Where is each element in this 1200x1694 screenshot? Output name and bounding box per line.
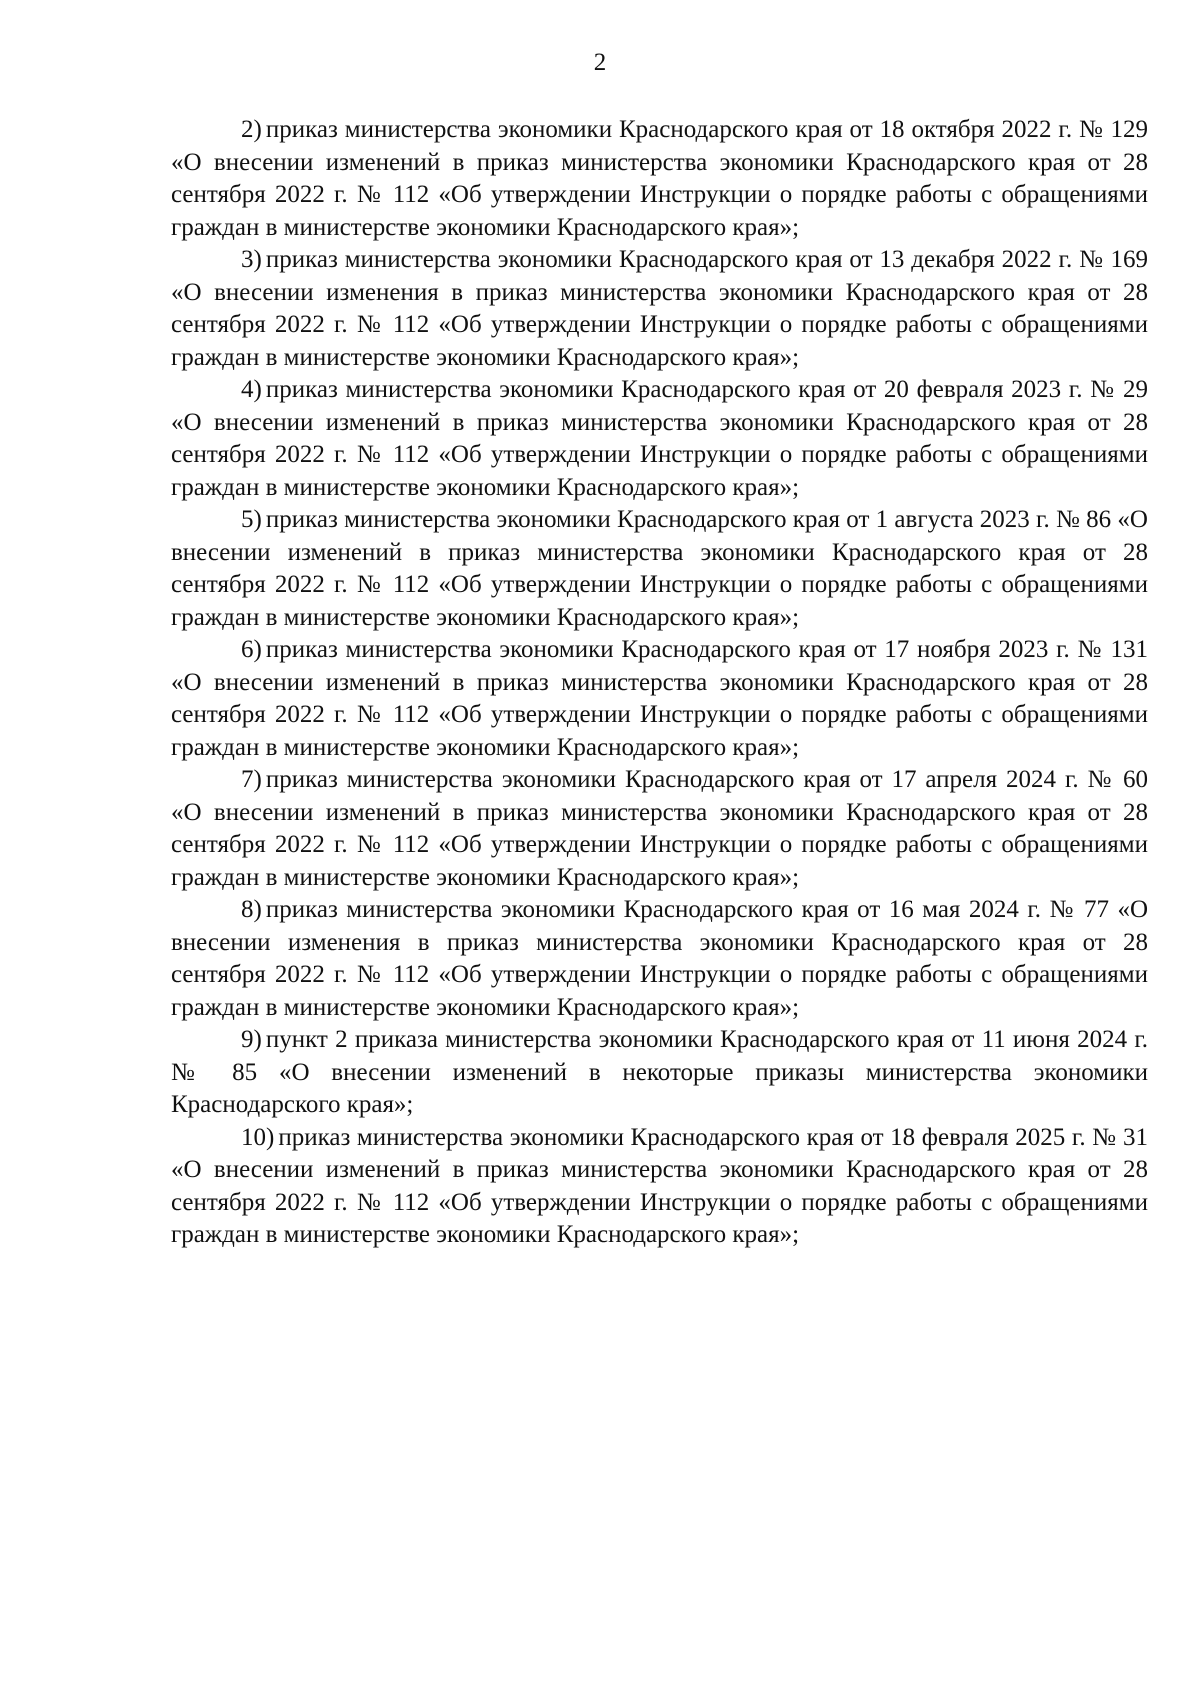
item-number: 2): [241, 116, 262, 143]
list-item: [171, 504, 1148, 634]
item-number: 4): [241, 376, 262, 403]
list-item: [171, 114, 1148, 244]
item-number: 5): [241, 506, 262, 533]
list-item: [171, 894, 1148, 1024]
list-item: [171, 1122, 1148, 1252]
item-text: приказ министерства экономики Краснодарского края от 1 августа 2023 г. № 86 «О внесении изменений в приказ министерства экономики Краснодарского края от 28 сентября 2022 г. № 112 «Об утверждении Инструкции о порядке работы с обращениями граждан в министерстве экономики Краснодарского края»;: [171, 506, 1148, 631]
list-item: [171, 1024, 1148, 1122]
item-number: 10): [241, 1123, 275, 1151]
item-text: приказ министерства экономики Краснодарского края от 13 декабря 2022 г. № 169 «О внесении изменения в приказ министерства экономики Краснодарского края от 28 сентября 2022 г. № 112 «Об утверждении Инструкции о порядке работы с обращениями граждан в министерстве экономики Краснодарского края»;: [171, 246, 1148, 371]
page-number: 2: [593, 49, 607, 76]
document-body: [171, 114, 1148, 1252]
item-number: 3): [241, 246, 262, 273]
list-item: [171, 374, 1148, 504]
item-text: пункт 2 приказа министерства экономики Краснодарского края от 11 июня 2024 г. № 85 «О внесении изменений в некоторые приказы министерства экономики Краснодарского края»;: [171, 1026, 1148, 1118]
list-item: [171, 764, 1148, 894]
item-number: 9): [241, 1026, 262, 1053]
item-text: приказ министерства экономики Краснодарского края от 18 октября 2022 г. № 129 «О внесении изменений в приказ министерства экономики Краснодарского края от 28 сентября 2022 г. № 112 «Об утверждении Инструкции о порядке работы с обращениями граждан в министерстве экономики Краснодарского края»;: [171, 116, 1148, 241]
item-number: 7): [241, 766, 262, 793]
item-text: приказ министерства экономики Краснодарского края от 20 февраля 2023 г. № 29 «О внесении изменений в приказ министерства экономики Краснодарского края от 28 сентября 2022 г. № 112 «Об утверждении Инструкции о порядке работы с обращениями граждан в министерстве экономики Краснодарского края»;: [171, 376, 1148, 501]
list-item: [171, 244, 1148, 374]
list-item: [171, 634, 1148, 764]
item-text: приказ министерства экономики Краснодарского края от 17 апреля 2024 г. № 60 «О внесении изменений в приказ министерства экономики Краснодарского края от 28 сентября 2022 г. № 112 «Об утверждении Инструкции о порядке работы с обращениями граждан в министерстве экономики Краснодарского края»;: [171, 766, 1148, 891]
item-number: 6): [241, 636, 262, 663]
item-text: приказ министерства экономики Краснодарского края от 17 ноября 2023 г. № 131 «О внесении изменений в приказ министерства экономики Краснодарского края от 28 сентября 2022 г. № 112 «Об утверждении Инструкции о порядке работы с обращениями граждан в министерстве экономики Краснодарского края»;: [171, 636, 1148, 761]
item-text: приказ министерства экономики Краснодарского края от 16 мая 2024 г. № 77 «О внесении изменения в приказ министерства экономики Краснодарского края от 28 сентября 2022 г. № 112 «Об утверждении Инструкции о порядке работы с обращениями граждан в министерстве экономики Краснодарского края»;: [171, 896, 1148, 1021]
item-number: 8): [241, 896, 262, 923]
item-text: приказ министерства экономики Краснодарского края от 18 февраля 2025 г. № 31 «О внесении изменений в приказ министерства экономики Краснодарского края от 28 сентября 2022 г. № 112 «Об утверждении Инструкции о порядке работы с обращениями граждан в министерстве экономики Краснодарского края»;: [171, 1123, 1148, 1248]
